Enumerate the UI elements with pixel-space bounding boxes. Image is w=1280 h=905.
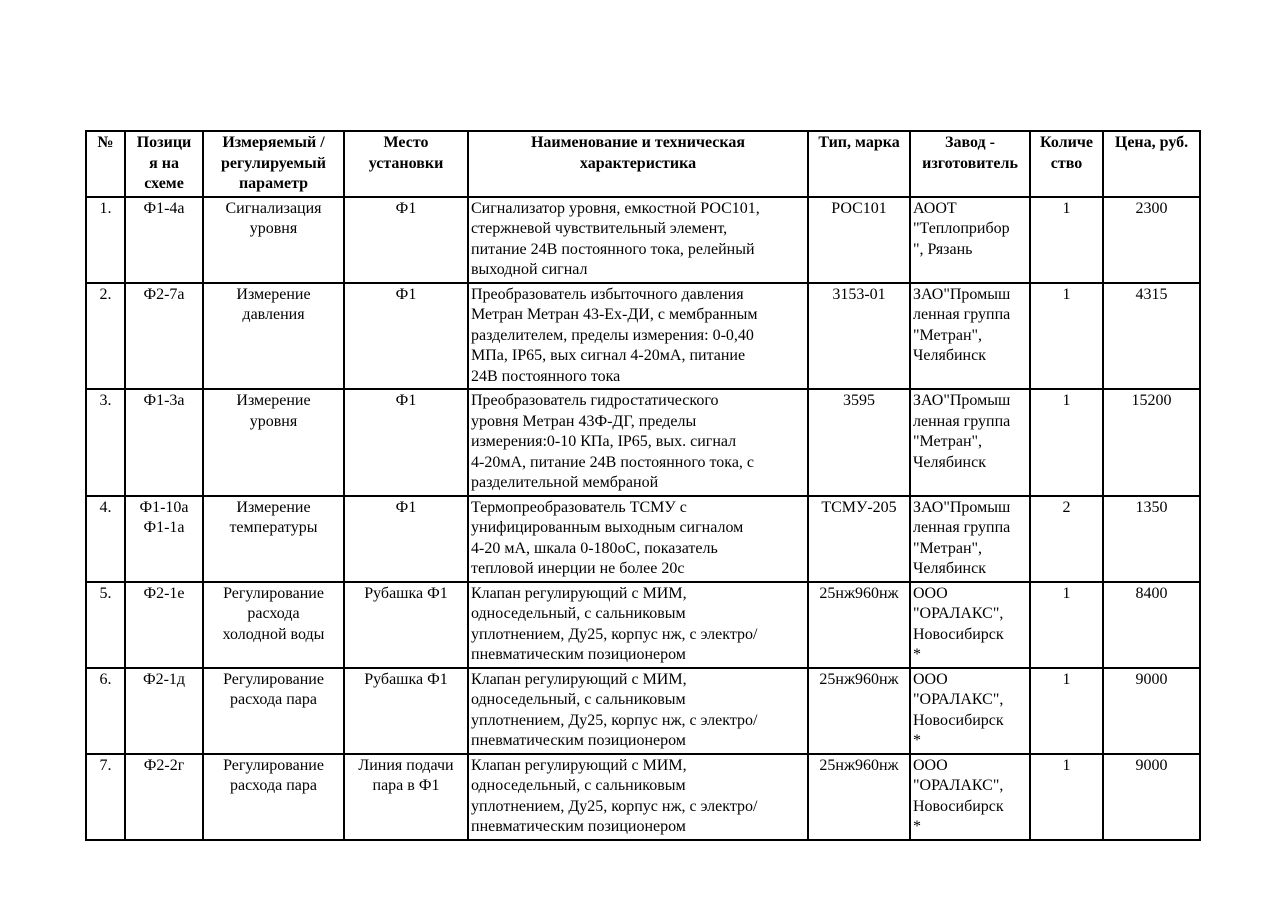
header-description: Наименование и техническая характеристика bbox=[468, 131, 808, 197]
cell-manufacturer-line: "ОРАЛАКС", bbox=[913, 691, 1004, 708]
cell-type-line: РОС101 bbox=[831, 199, 887, 217]
cell-manufacturer bbox=[910, 389, 1030, 496]
cell-parameter bbox=[203, 668, 344, 754]
cell-location bbox=[344, 582, 468, 668]
header-num: № bbox=[86, 131, 125, 197]
cell-manufacturer-line: "Метран", bbox=[913, 326, 983, 344]
cell-manufacturer-line: "ОРАЛАКС", bbox=[913, 777, 1004, 794]
table-row bbox=[86, 582, 1200, 668]
cell-location-line: Ф1 bbox=[395, 285, 417, 303]
cell-position-line: Ф2-7а bbox=[143, 285, 185, 303]
cell-price: 4315 bbox=[1103, 283, 1200, 390]
cell-type-line: 25нж960нж bbox=[819, 670, 899, 688]
cell-price: 9000 bbox=[1103, 668, 1200, 754]
header-manufacturer: Завод - изготовитель bbox=[910, 131, 1030, 197]
cell-manufacturer-line: "ОРАЛАКС", bbox=[913, 605, 1004, 622]
table-row bbox=[86, 283, 1200, 390]
cell-price: 8400 bbox=[1103, 582, 1200, 668]
cell-manufacturer-line: * bbox=[913, 646, 921, 663]
cell-manufacturer bbox=[910, 283, 1030, 390]
cell-parameter bbox=[203, 389, 344, 496]
cell-parameter bbox=[203, 283, 344, 390]
cell-description bbox=[468, 496, 808, 582]
cell-parameter-line: холодной воды bbox=[222, 625, 325, 643]
cell-type-line: 3595 bbox=[843, 392, 875, 409]
cell-description-line: Сигнализатор уровня, емкостной РОС101, bbox=[471, 199, 760, 217]
cell-num: 6. bbox=[86, 668, 125, 754]
cell-parameter-line: Регулирование bbox=[223, 584, 324, 602]
cell-description-line: уплотнением, Ду25, корпус нж, с электро/ bbox=[471, 625, 758, 643]
cell-description-line: односедельный, с сальниковым bbox=[471, 605, 686, 622]
cell-position-line: Ф1-10а bbox=[139, 498, 189, 516]
cell-description-line: Термопреобразователь ТСМУ с bbox=[471, 498, 687, 516]
cell-parameter-line: Регулирование bbox=[223, 756, 324, 774]
cell-position-line: Ф1-3а bbox=[143, 392, 185, 409]
cell-parameter bbox=[203, 496, 344, 582]
cell-description-line: Клапан регулирующий с МИМ, bbox=[471, 756, 687, 774]
cell-location-line: пара в Ф1 bbox=[372, 777, 440, 794]
cell-parameter bbox=[203, 754, 344, 840]
cell-description-line: односедельный, с сальниковым bbox=[471, 691, 686, 708]
cell-num: 4. bbox=[86, 496, 125, 582]
cell-type bbox=[808, 283, 910, 390]
cell-type bbox=[808, 496, 910, 582]
cell-manufacturer-line: ленная группа bbox=[913, 412, 1011, 430]
cell-description-line: пневматическим позиционером bbox=[471, 732, 686, 749]
cell-manufacturer-line: * bbox=[913, 732, 921, 749]
cell-parameter bbox=[203, 197, 344, 283]
cell-type bbox=[808, 389, 910, 496]
cell-manufacturer bbox=[910, 582, 1030, 668]
cell-manufacturer bbox=[910, 754, 1030, 840]
cell-description-line: выходной сигнал bbox=[471, 261, 588, 278]
cell-parameter-line: уровня bbox=[249, 220, 298, 237]
cell-location bbox=[344, 754, 468, 840]
cell-position-line: Ф2-2г bbox=[143, 756, 185, 774]
cell-position bbox=[125, 668, 203, 754]
cell-manufacturer-line: ленная группа bbox=[913, 519, 1011, 536]
cell-position bbox=[125, 496, 203, 582]
cell-description-line: 24В постоянного тока bbox=[471, 367, 621, 385]
cell-description bbox=[468, 754, 808, 840]
cell-location-line: Рубашка Ф1 bbox=[364, 584, 448, 602]
cell-position-line: Ф1-1а bbox=[143, 519, 185, 536]
cell-position bbox=[125, 197, 203, 283]
cell-description bbox=[468, 389, 808, 496]
cell-description-line: пневматическим позиционером bbox=[471, 818, 686, 835]
cell-description-line: 4-20мА, питание 24В постоянного тока, с bbox=[471, 453, 755, 471]
cell-quantity: 1 bbox=[1030, 668, 1103, 754]
cell-location-line: Ф1 bbox=[395, 199, 417, 217]
cell-type bbox=[808, 197, 910, 283]
cell-location-line: Ф1 bbox=[395, 392, 417, 409]
cell-manufacturer-line: Новосибирск bbox=[913, 797, 1004, 815]
cell-manufacturer-line: Новосибирск bbox=[913, 625, 1004, 643]
cell-position bbox=[125, 389, 203, 496]
cell-quantity: 1 bbox=[1030, 754, 1103, 840]
cell-position bbox=[125, 754, 203, 840]
cell-manufacturer bbox=[910, 197, 1030, 283]
cell-type bbox=[808, 754, 910, 840]
cell-quantity: 1 bbox=[1030, 283, 1103, 390]
cell-parameter-line: расхода пара bbox=[230, 691, 317, 708]
cell-position-line: Ф2-1е bbox=[143, 584, 185, 602]
cell-description-line: Клапан регулирующий с МИМ, bbox=[471, 584, 687, 602]
cell-parameter-line: температуры bbox=[229, 519, 318, 536]
cell-manufacturer-line: ООО bbox=[913, 756, 948, 774]
cell-price: 9000 bbox=[1103, 754, 1200, 840]
cell-description-line: МПа, IP65, вых сигнал 4-20мА, питание bbox=[471, 347, 746, 364]
cell-description-line: односедельный, с сальниковым bbox=[471, 777, 686, 794]
cell-location bbox=[344, 197, 468, 283]
cell-description-line: тепловой инерции не более 20с bbox=[471, 560, 685, 577]
table-row bbox=[86, 496, 1200, 582]
cell-manufacturer-line: ООО bbox=[913, 670, 948, 688]
cell-manufacturer-line: ленная группа bbox=[913, 306, 1011, 323]
cell-num: 3. bbox=[86, 389, 125, 496]
cell-location-line: Линия подачи bbox=[358, 756, 454, 774]
cell-position-line: Ф1-4а bbox=[143, 199, 185, 217]
cell-description-line: измерения:0-10 КПа, IP65, вых. сигнал bbox=[471, 433, 737, 450]
equipment-spec-table bbox=[85, 130, 1201, 841]
cell-description-line: разделителем, пределы измерения: 0-0,40 bbox=[471, 326, 754, 344]
header-parameter: Измеряемый / регулируемый параметр bbox=[203, 131, 344, 197]
cell-description bbox=[468, 197, 808, 283]
cell-manufacturer-line: "Метран", bbox=[913, 433, 983, 450]
cell-parameter-line: Измерение bbox=[236, 392, 311, 409]
cell-type-line: 3153-01 bbox=[832, 285, 886, 303]
cell-type-line: ТСМУ-205 bbox=[821, 498, 897, 516]
cell-description-line: питание 24В постоянного тока, релейный bbox=[471, 240, 755, 258]
cell-location bbox=[344, 668, 468, 754]
cell-location bbox=[344, 283, 468, 390]
cell-quantity: 1 bbox=[1030, 197, 1103, 283]
cell-manufacturer-line: Челябинск bbox=[913, 560, 986, 577]
cell-num: 1. bbox=[86, 197, 125, 283]
cell-num: 5. bbox=[86, 582, 125, 668]
cell-description bbox=[468, 582, 808, 668]
cell-description-line: Преобразователь гидростатического bbox=[471, 392, 719, 409]
cell-manufacturer-line: Челябинск bbox=[913, 453, 986, 471]
cell-manufacturer-line: "Метран", bbox=[913, 539, 983, 557]
cell-position bbox=[125, 283, 203, 390]
table-row bbox=[86, 389, 1200, 496]
cell-parameter-line: Измерение bbox=[236, 498, 311, 516]
cell-type-line: 25нж960нж bbox=[819, 584, 899, 602]
cell-manufacturer-line: "Теплоприбор bbox=[913, 220, 1010, 237]
cell-type bbox=[808, 582, 910, 668]
cell-location-line: Ф1 bbox=[395, 498, 417, 516]
cell-manufacturer-line: ", Рязань bbox=[913, 240, 973, 258]
cell-description-line: стержневой чувствительный элемент, bbox=[471, 220, 728, 237]
cell-price: 15200 bbox=[1103, 389, 1200, 496]
cell-parameter-line: уровня bbox=[249, 412, 298, 430]
cell-parameter-line: расхода bbox=[247, 605, 300, 622]
cell-manufacturer-line: ООО bbox=[913, 584, 948, 602]
cell-position bbox=[125, 582, 203, 668]
cell-description-line: 4-20 мА, шкала 0-180оС, показатель bbox=[471, 539, 718, 557]
cell-num: 2. bbox=[86, 283, 125, 390]
cell-description bbox=[468, 668, 808, 754]
cell-type-line: 25нж960нж bbox=[819, 756, 899, 774]
cell-parameter-line: Измерение bbox=[236, 285, 311, 303]
table-row bbox=[86, 668, 1200, 754]
cell-manufacturer-line: ЗАО"Промыш bbox=[913, 285, 1011, 303]
cell-description-line: Преобразователь избыточного давления bbox=[471, 285, 744, 303]
cell-description-line: уплотнением, Ду25, корпус нж, с электро/ bbox=[471, 797, 758, 815]
table-body bbox=[86, 197, 1200, 840]
cell-manufacturer bbox=[910, 496, 1030, 582]
header-quantity: Количе ство bbox=[1030, 131, 1103, 197]
cell-manufacturer-line: ЗАО"Промыш bbox=[913, 392, 1011, 409]
cell-quantity: 1 bbox=[1030, 389, 1103, 496]
cell-description bbox=[468, 283, 808, 390]
cell-description-line: разделительной мембраной bbox=[471, 474, 659, 491]
cell-parameter-line: давления bbox=[242, 306, 305, 323]
cell-quantity: 2 bbox=[1030, 496, 1103, 582]
cell-parameter-line: расхода пара bbox=[230, 777, 317, 794]
cell-manufacturer-line: АООТ bbox=[913, 199, 957, 217]
cell-parameter bbox=[203, 582, 344, 668]
header-type: Тип, марка bbox=[808, 131, 910, 197]
cell-manufacturer-line: ЗАО"Промыш bbox=[913, 498, 1011, 516]
cell-description-line: Клапан регулирующий с МИМ, bbox=[471, 670, 687, 688]
table-header bbox=[86, 131, 1200, 197]
cell-parameter-line: Сигнализация bbox=[225, 199, 322, 217]
cell-description-line: Метран Метран 43-Ех-ДИ, с мембранным bbox=[471, 306, 758, 323]
cell-quantity: 1 bbox=[1030, 582, 1103, 668]
cell-description-line: унифицированным выходным сигналом bbox=[471, 519, 744, 536]
cell-position-line: Ф2-1д bbox=[142, 670, 186, 688]
cell-manufacturer-line: Челябинск bbox=[913, 347, 986, 364]
header-position: Позици я на схеме bbox=[125, 131, 203, 197]
cell-location bbox=[344, 389, 468, 496]
cell-manufacturer-line: * bbox=[913, 818, 921, 835]
cell-manufacturer-line: Новосибирск bbox=[913, 711, 1004, 729]
cell-parameter-line: Регулирование bbox=[223, 670, 324, 688]
cell-price: 1350 bbox=[1103, 496, 1200, 582]
cell-description-line: уровня Метран 43Ф-ДГ, пределы bbox=[471, 412, 697, 430]
header-row bbox=[86, 131, 1200, 197]
cell-location-line: Рубашка Ф1 bbox=[364, 670, 448, 688]
cell-description-line: пневматическим позиционером bbox=[471, 646, 686, 663]
cell-description-line: уплотнением, Ду25, корпус нж, с электро/ bbox=[471, 711, 758, 729]
cell-manufacturer bbox=[910, 668, 1030, 754]
cell-type bbox=[808, 668, 910, 754]
cell-price: 2300 bbox=[1103, 197, 1200, 283]
table-row bbox=[86, 197, 1200, 283]
header-price: Цена, руб. bbox=[1103, 131, 1200, 197]
table-row bbox=[86, 754, 1200, 840]
cell-location bbox=[344, 496, 468, 582]
cell-num: 7. bbox=[86, 754, 125, 840]
header-location: Место установки bbox=[344, 131, 468, 197]
